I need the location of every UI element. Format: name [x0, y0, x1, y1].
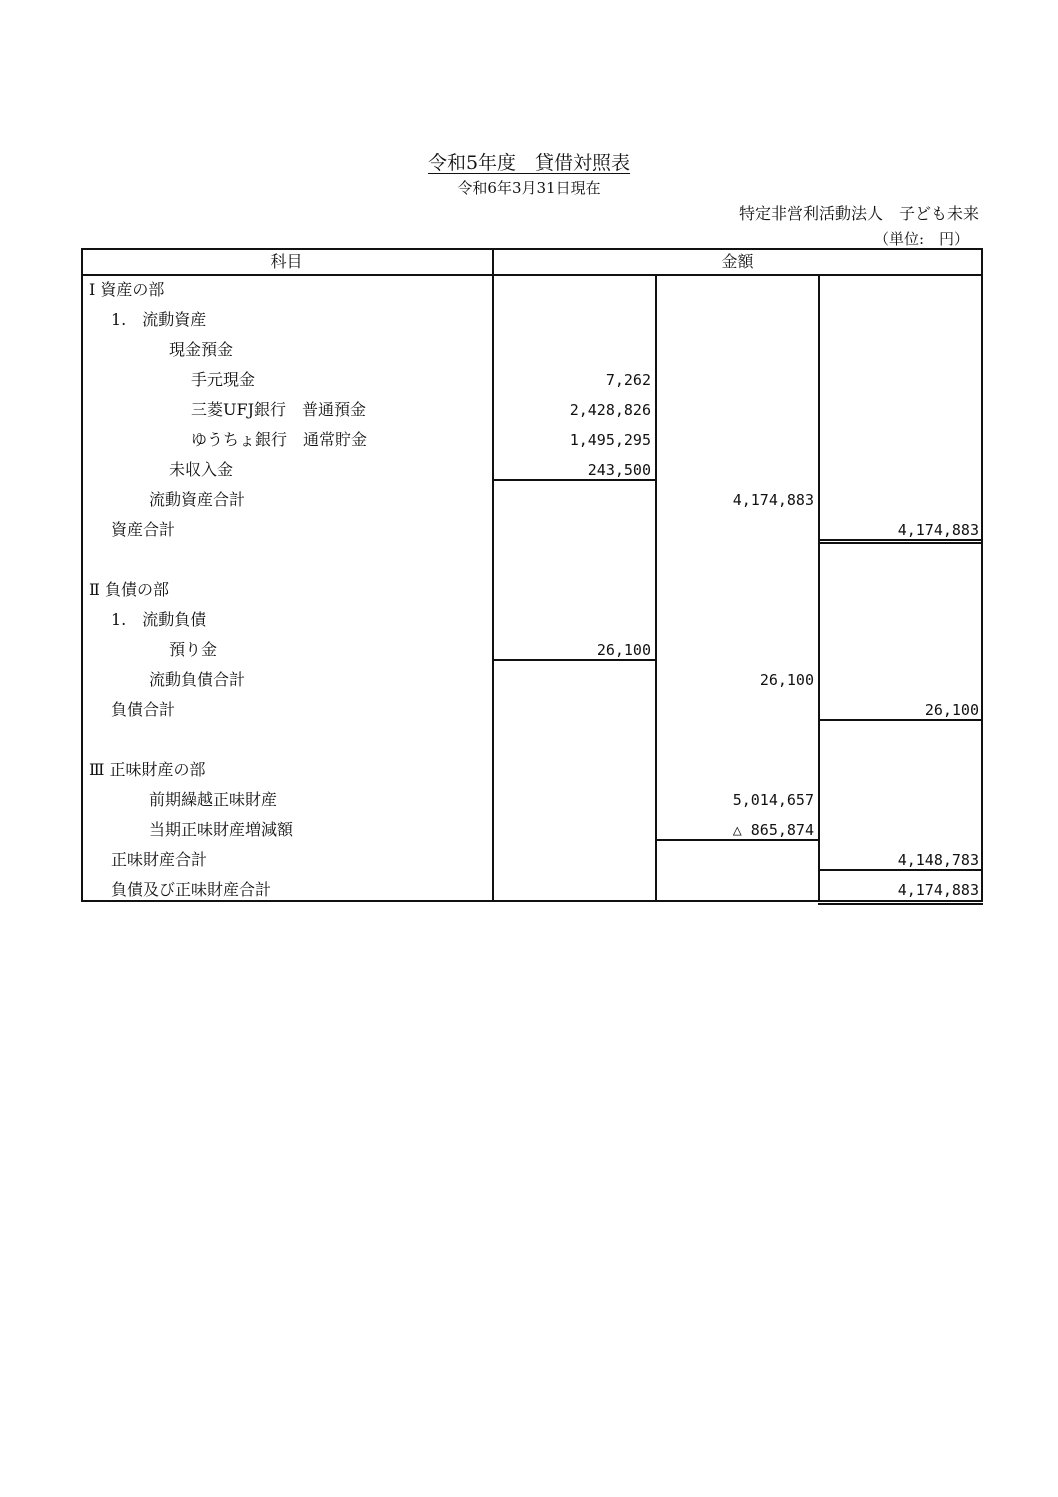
row-label: 流動負債合計: [149, 670, 246, 689]
document-title: 令和5年度 貸借対照表: [427, 152, 631, 174]
row-label: 負債及び正味財産合計: [111, 880, 272, 899]
row-label: ゆうちょ銀行 通常貯金: [191, 430, 368, 449]
amount-col1: [492, 755, 651, 785]
amount-col3: [818, 605, 979, 635]
amount-col1: [492, 515, 651, 545]
amount-col3: [818, 365, 979, 395]
amount-col2: [655, 275, 814, 305]
amount-col3: [818, 785, 979, 815]
amount-col3: 4,148,783: [897, 851, 979, 869]
column-divider: [492, 248, 494, 902]
amount-col3: [818, 665, 979, 695]
amount-col1: 7,262: [605, 371, 651, 389]
table-border-bottom: [81, 900, 983, 902]
amount-col3: [818, 725, 979, 755]
table-rule: [818, 719, 983, 721]
amount-col2: 26,100: [759, 671, 814, 689]
row-label: 1. 流動資産: [111, 310, 207, 329]
amount-col1: [492, 845, 651, 875]
organization-name: 特定非営利活動法人 子ども未来: [738, 204, 979, 223]
balance-sheet-table: [81, 248, 983, 902]
row-label: 流動資産合計: [149, 490, 246, 509]
amount-col2: [655, 365, 814, 395]
amount-col2: [655, 455, 814, 485]
amount-col1: [492, 815, 651, 845]
column-divider: [655, 274, 657, 902]
amount-col2: [655, 575, 814, 605]
table-rule: [818, 539, 983, 541]
amount-col3: 4,174,883: [897, 521, 979, 539]
amount-col2: [655, 755, 814, 785]
header-amount: 金額: [721, 252, 754, 271]
row-label: 正味財産合計: [111, 850, 208, 869]
amount-col1: [492, 335, 651, 365]
amount-col1: [492, 275, 651, 305]
unit-label: （単位: 円）: [873, 230, 969, 248]
table-rule: [818, 542, 983, 544]
amount-col2: 4,174,883: [732, 491, 814, 509]
amount-col1: 26,100: [596, 641, 651, 659]
amount-col1: [492, 305, 651, 335]
amount-col1: [492, 665, 651, 695]
table-rule: [818, 869, 983, 871]
row-label: 当期正味財産増減額: [149, 820, 294, 839]
table-rule: [655, 839, 818, 841]
row-label: 預り金: [169, 640, 218, 659]
amount-col3: 26,100: [924, 701, 979, 719]
amount-col2: [655, 725, 814, 755]
amount-col3: [818, 305, 979, 335]
amount-col2: [655, 335, 814, 365]
header-divider: [81, 274, 983, 276]
amount-col3: [818, 275, 979, 305]
table-rule: [492, 659, 655, 661]
amount-col1: [492, 785, 651, 815]
amount-col3: [818, 755, 979, 785]
amount-col1: 2,428,826: [569, 401, 651, 419]
amount-col2: [655, 425, 814, 455]
table-border-left: [81, 248, 83, 902]
row-label: Ⅱ 負債の部: [89, 580, 169, 599]
amount-col2: [655, 515, 814, 545]
amount-col2: [655, 845, 814, 875]
amount-col3: [818, 335, 979, 365]
amount-col1: 1,495,295: [569, 431, 651, 449]
table-rule: [818, 903, 983, 905]
header-subject: 科目: [270, 252, 303, 271]
amount-col2: △ 865,874: [732, 821, 814, 839]
row-label: Ⅲ 正味財産の部: [89, 760, 206, 779]
row-label: 資産合計: [111, 520, 176, 539]
row-label: 未収入金: [169, 460, 234, 479]
amount-col1: [492, 695, 651, 725]
amount-col1: [492, 485, 651, 515]
amount-col2: [655, 395, 814, 425]
column-divider: [818, 274, 820, 902]
row-label: 三菱UFJ銀行 普通預金: [191, 400, 367, 419]
amount-col3: [818, 815, 979, 845]
amount-col2: [655, 545, 814, 575]
amount-col1: [492, 545, 651, 575]
amount-col1: [492, 605, 651, 635]
table-rule: [492, 479, 655, 481]
amount-col3: [818, 425, 979, 455]
amount-col1: [492, 725, 651, 755]
amount-col2: [655, 305, 814, 335]
amount-col3: [818, 395, 979, 425]
amount-col2: 5,014,657: [732, 791, 814, 809]
amount-col1: 243,500: [587, 461, 651, 479]
table-border-right: [981, 248, 983, 902]
amount-col3: [818, 455, 979, 485]
amount-col3: [818, 635, 979, 665]
row-label: Ⅰ 資産の部: [89, 280, 165, 299]
amount-col3: [818, 545, 979, 575]
row-label: 現金預金: [169, 340, 234, 359]
amount-col3: [818, 485, 979, 515]
amount-col2: [655, 635, 814, 665]
amount-col3: [818, 575, 979, 605]
row-label: 1. 流動負債: [111, 610, 207, 629]
amount-col3: 4,174,883: [897, 881, 979, 899]
row-label: 前期繰越正味財産: [149, 790, 278, 809]
amount-col1: [492, 575, 651, 605]
table-border-top: [81, 248, 983, 250]
amount-col2: [655, 695, 814, 725]
amount-col2: [655, 605, 814, 635]
row-label: 手元現金: [191, 370, 256, 389]
as-of-date: 令和6年3月31日現在: [457, 179, 601, 197]
row-label: 負債合計: [111, 700, 176, 719]
